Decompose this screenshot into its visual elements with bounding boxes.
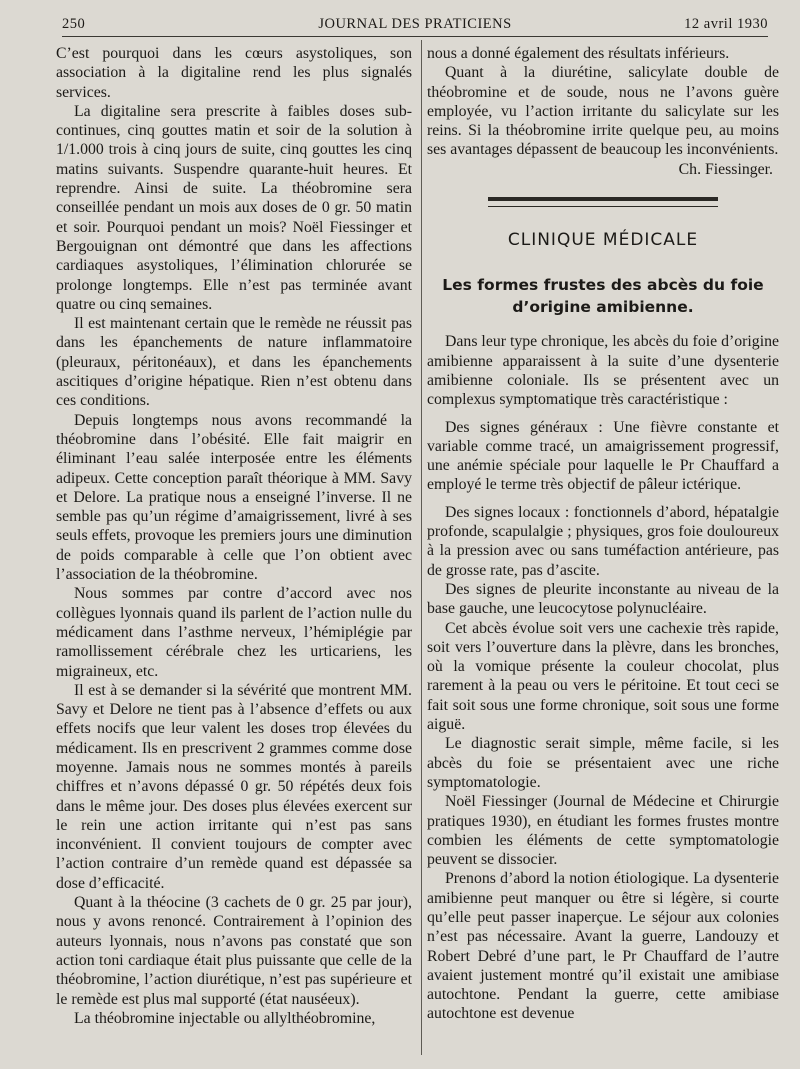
- paragraph: Nous sommes par contre d’accord avec nos collègues lyonnais quand ils parlent de l’action nulle du médicament dans l’asthme nerveux, l’hémiplégie par ramollissement cérébrale chez les urticariens, les migraineux, etc.: [56, 585, 412, 680]
- section-separator: [488, 197, 718, 207]
- paragraph: Des signes locaux : fonctionnels d’abord, hépatalgie profonde, scapulalgie ; physiques, gros foie douloureux à la pression avec ou sans tuméfaction antérieure, pas de grosse rate, pas d’ascite.: [427, 503, 779, 579]
- paragraph: Prenons d’abord la notion étiologique. La dysenterie amibienne peut manquer ou être si légère, si courte qu’elle peut passer inaperçue. Le séjour aux colonies n’est pas nécessaire. Avant la guerre, Landouzy et Robert Debré d’une part, le Pr Chauffard de l’autre avaient justement montré qu’il existait une amibiase autochtone. Pendant la guerre, cette amibiase autochtone est devenue: [427, 870, 779, 1023]
- left-column: [56, 44, 412, 1028]
- paragraph: Il est maintenant certain que le remède ne réussit pas dans les épanchements de nature inflammatoire (pleuraux, péritonéaux), et dans les épanchements ascitiques d’origine hépatique. Rien n’est obtenu dans ces conditions.: [56, 315, 412, 410]
- paragraph: Le diagnostic serait simple, même facile, si les abcès du foie se présentaient avec une riche symptomatologie.: [427, 735, 779, 791]
- paragraph: nous a donné également des résultats inférieurs.: [427, 45, 730, 62]
- page-number: 250: [62, 16, 86, 32]
- section-heading: CLINIQUE MÉDICALE: [507, 230, 699, 251]
- spacer: [427, 410, 779, 418]
- header-rule: [62, 36, 768, 37]
- column-divider: [421, 40, 422, 1055]
- paragraph: La théobromine injectable ou allylthéobromine,: [74, 1009, 376, 1027]
- paragraph: C’est pourquoi dans les cœurs asystoliques, son association à la digitaline rend les plus signalés services.: [56, 45, 412, 101]
- paragraph: Dans leur type chronique, les abcès du foie d’origine amibienne apparaissent à la suite d’une dysenterie amibienne coloniale. Ils se présentent avec un complexus symptomatique très caractéristique :: [427, 333, 779, 409]
- paragraph: Depuis longtemps nous avons recommandé la théobromine dans l’obésité. Elle fait maigrir en éliminant l’eau salée interposée entre les éléments adipeux. Cette conception paraît théorique à MM. Savy et Delore. La pratique nous a enseigné l’inverse. Il ne semble pas qu’un régime d’amaigrissement, livré à ses seuls effets, provoque les premiers jours une diminution de poids comparable à celle que l’on obtient avec l’association de la théobromine.: [56, 411, 412, 584]
- right-column: [427, 44, 779, 1024]
- issue-date: 12 avril 1930: [684, 16, 768, 32]
- paragraph: Quant à la diurétine, salicylate double de théobromine et de soude, nous ne l’avons guère employée, vu l’action irritante du salicylate sur les reins. Si la théobromine irrite quelque peu, au moins ses avantages dépassent de beaucoup les inconvénients.: [427, 64, 779, 159]
- paragraph: Cet abcès évolue soit vers une cachexie très rapide, soit vers l’ouverture dans la plèvre, dans les bronches, où la vomique présente la couleur chocolat, plus rarement à la peau ou vers le péritoine. Et tout ceci se fait soit sous une forme chronique, soit sous une forme aiguë.: [427, 619, 779, 734]
- author-signature: Ch. Fiessinger.: [678, 160, 773, 178]
- paragraph: Il est à se demander si la sévérité que montrent MM. Savy et Delore ne tient pas à l’absence d’effets ou aux effets nocifs que leur valent les doses trop élevées du médicament. Ils en prescrivent 2 grammes comme dose moyenne. Jamais nous ne sommes montés à pareils chiffres et n’avons dépassé 0 gr. 50 répétés deux fois dans le même jour. Des doses plus élevées exercent sur le rein une action irritante qui n’est pas sans inconvénient. Il convient toujours de compter avec l’action contraire d’un remède quand est dépassée sa dose d’efficacité.: [56, 681, 412, 892]
- paragraph: Noël Fiessinger (Journal de Médecine et Chirurgie pratiques 1930), en étudiant les formes frustes montre combien les éléments de cette symptomatologie peuvent se dissocier.: [427, 793, 779, 869]
- paragraph: Des signes généraux : Une fièvre constante et variable comme tracé, un amaigrissement progressif, une anémie spéciale pour laquelle le Pr Chauffard a employé le terme très objectif de pâleur ictérique.: [427, 418, 779, 494]
- spacer: [427, 495, 779, 503]
- paragraph: La digitaline sera prescrite à faibles doses sub-continues, cinq gouttes matin et soir de la solution à 1/1.000 trois à cinq jours de suite, cinq gouttes les cinq matins suivants. Suspendre quarante-huit heures. Et reprendre. Ainsi de suite. La théobromine sera conseillée pendant un mois aux doses de 0 gr. 50 matin et soir. Pourquoi pendant un mois? Noël Fiessinger et Bergouignan ont démontré que dans les affections cardiaques asystoliques, l’élimination chlorurée se prolonge longtemps. Elle n’est pas terminée avant quatre ou cinq semaines.: [56, 102, 412, 313]
- page-header: [62, 10, 768, 36]
- paragraph: Quant à la théocine (3 cachets de 0 gr. 25 par jour), nous y avons renoncé. Contrairement à l’opinion des auteurs lyonnais, nous n’avons pas constaté que son action toni cardiaque était plus puissante que celle de la théobromine, l’action diurétique, n’est pas supérieure et le remède est plus mal supporté (état nauséeux).: [56, 894, 412, 1008]
- journal-title: JOURNAL DES PRATICIENS: [318, 16, 512, 32]
- article-title: Les formes frustes des abcès du foie d’origine amibienne.: [442, 276, 764, 317]
- paragraph: Des signes de pleurite inconstante au niveau de la base gauche, une leucocytose polynucléaire.: [427, 580, 779, 618]
